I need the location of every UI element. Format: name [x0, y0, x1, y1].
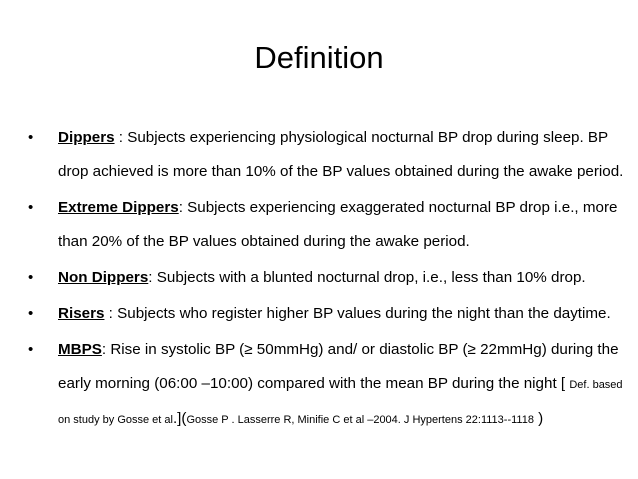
reference-note: Def. based on study by Gosse et al	[58, 379, 623, 426]
definition-text: : Rise in systolic BP (≥ 50mmHg) and/ or diastolic BP (≥ 22mmHg) during the early morning (06:00 –10:00) compared with the mean BP during the night [	[58, 341, 619, 392]
definition-text: : Subjects with a blunted nocturnal drop, i.e., less than 10% drop.	[148, 269, 586, 286]
reference-bracket: .](	[172, 410, 187, 427]
bullet-list	[28, 121, 628, 439]
term-dippers: Dippers	[58, 129, 115, 146]
list-item	[28, 297, 628, 331]
list-item	[28, 333, 628, 437]
bullet-icon: •	[28, 305, 34, 322]
list-item	[28, 121, 628, 189]
slide-title: Definition	[254, 40, 384, 75]
reference-citation: Gosse P . Lasserre R, Minifie C et al –2004. J Hypertens 22:1113--1118	[186, 414, 534, 426]
list-item	[28, 191, 628, 259]
bullet-icon: •	[28, 269, 34, 286]
definition-text: : Subjects experiencing exaggerated nocturnal BP drop i.e., more than 20% of the BP values obtained during the awake period.	[58, 199, 618, 250]
term-extreme-dippers: Extreme Dippers	[58, 199, 179, 216]
bullet-icon: •	[28, 341, 34, 358]
bullet-icon: •	[28, 199, 34, 216]
term-non-dippers: Non Dippers	[58, 269, 149, 286]
bullet-icon: •	[28, 129, 34, 146]
reference-close: )	[533, 410, 544, 427]
definition-text: : Subjects who register higher BP values during the night than the daytime.	[104, 305, 611, 322]
definition-text: : Subjects experiencing physiological nocturnal BP drop during sleep. BP drop achieved is more than 10% of the BP values obtained during the awake period.	[58, 129, 624, 180]
term-mbps: MBPS	[58, 341, 102, 358]
term-risers: Risers	[58, 305, 105, 322]
list-item	[28, 261, 628, 295]
